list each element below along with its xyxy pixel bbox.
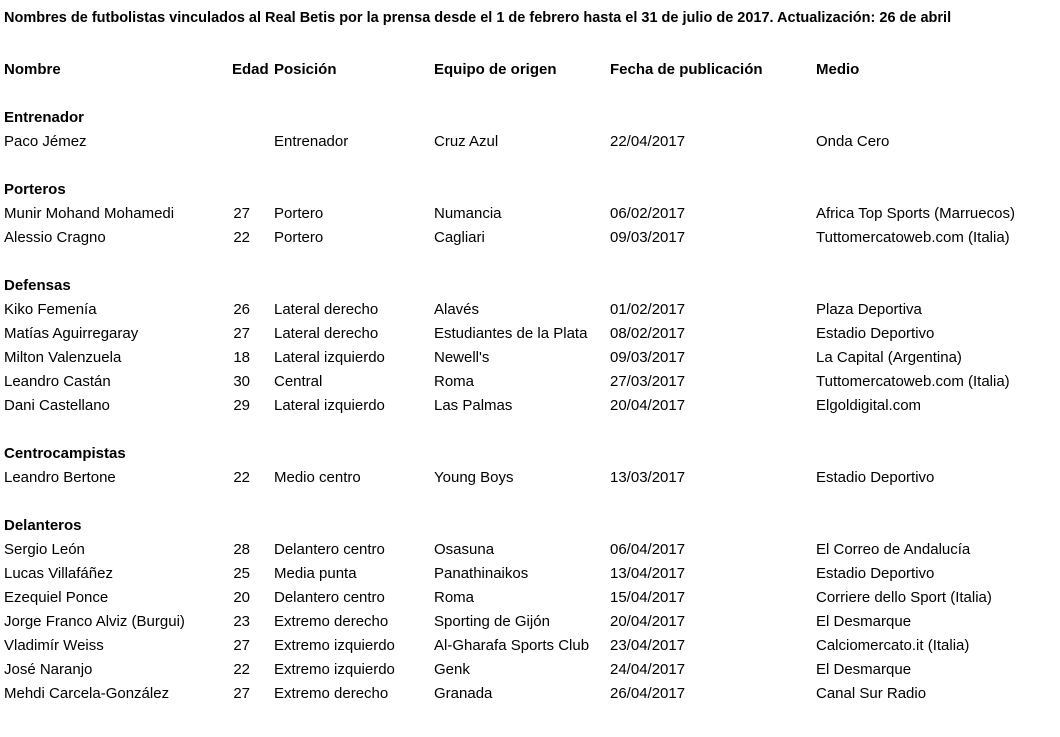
cell-nombre: Jorge Franco Alviz (Burgui) — [4, 613, 185, 630]
cell-medio: Plaza Deportiva — [816, 301, 922, 318]
cell-posicion: Delantero centro — [274, 541, 385, 558]
cell-nombre: Vladimír Weiss — [4, 637, 104, 654]
header-edad: Edad — [232, 61, 269, 78]
cell-nombre: Paco Jémez — [4, 133, 87, 150]
table-row — [0, 610, 1060, 634]
section-header — [0, 274, 1060, 298]
cell-equipo: Newell's — [434, 349, 490, 366]
cell-edad: 27 — [233, 637, 250, 654]
cell-fecha: 15/04/2017 — [610, 589, 686, 606]
cell-posicion: Lateral izquierdo — [274, 349, 385, 366]
section-title: Delanteros — [4, 517, 82, 534]
section-title: Entrenador — [4, 109, 85, 126]
cell-edad: 22 — [233, 229, 250, 246]
cell-edad: 27 — [233, 685, 250, 702]
cell-fecha: 23/04/2017 — [610, 637, 686, 654]
cell-nombre: Dani Castellano — [4, 397, 110, 414]
cell-fecha: 06/04/2017 — [610, 541, 686, 558]
cell-edad: 30 — [233, 373, 250, 390]
cell-posicion: Lateral derecho — [274, 325, 379, 342]
cell-posicion: Lateral izquierdo — [274, 397, 385, 414]
cell-equipo: Las Palmas — [434, 397, 513, 414]
table-row — [0, 466, 1060, 490]
cell-fecha: 24/04/2017 — [610, 661, 686, 678]
cell-nombre: Sergio León — [4, 541, 85, 558]
table-row — [0, 370, 1060, 394]
cell-nombre: Milton Valenzuela — [4, 349, 122, 366]
table-row — [0, 586, 1060, 610]
table-row — [0, 658, 1060, 682]
cell-fecha: 20/04/2017 — [610, 397, 686, 414]
section-header — [0, 442, 1060, 466]
cell-edad: 27 — [233, 205, 250, 222]
cell-edad: 25 — [233, 565, 250, 582]
cell-fecha: 27/03/2017 — [610, 373, 686, 390]
cell-posicion: Extremo derecho — [274, 685, 389, 702]
cell-nombre: Mehdi Carcela-González — [4, 685, 170, 702]
cell-medio: Corriere dello Sport (Italia) — [816, 589, 992, 606]
table-row — [0, 346, 1060, 370]
cell-nombre: Alessio Cragno — [4, 229, 106, 246]
cell-equipo: Cagliari — [434, 229, 485, 246]
cell-medio: Estadio Deportivo — [816, 469, 935, 486]
cell-edad: 20 — [233, 589, 250, 606]
cell-medio: El Desmarque — [816, 661, 912, 678]
cell-fecha: 13/04/2017 — [610, 565, 686, 582]
table-row — [0, 538, 1060, 562]
cell-posicion: Entrenador — [274, 133, 349, 150]
section-title: Centrocampistas — [4, 445, 126, 462]
cell-edad: 29 — [233, 397, 250, 414]
cell-medio: Calciomercato.it (Italia) — [816, 637, 970, 654]
cell-medio: Tuttomercatoweb.com (Italia) — [816, 229, 1010, 246]
cell-equipo: Estudiantes de la Plata — [434, 325, 588, 342]
section-header — [0, 514, 1060, 538]
cell-posicion: Portero — [274, 205, 324, 222]
section-header — [0, 106, 1060, 130]
cell-equipo: Young Boys — [434, 469, 514, 486]
section-title: Defensas — [4, 277, 71, 294]
cell-posicion: Lateral derecho — [274, 301, 379, 318]
cell-edad: 23 — [233, 613, 250, 630]
cell-equipo: Osasuna — [434, 541, 495, 558]
cell-edad: 22 — [233, 661, 250, 678]
header-nombre: Nombre — [4, 61, 61, 78]
cell-fecha: 26/04/2017 — [610, 685, 686, 702]
table-row — [0, 682, 1060, 706]
cell-fecha: 01/02/2017 — [610, 301, 686, 318]
cell-edad: 27 — [233, 325, 250, 342]
header-medio: Medio — [816, 61, 860, 78]
cell-fecha: 20/04/2017 — [610, 613, 686, 630]
header-fecha: Fecha de publicación — [610, 61, 763, 78]
section-title: Porteros — [4, 181, 66, 198]
cell-posicion: Portero — [274, 229, 324, 246]
cell-fecha: 09/03/2017 — [610, 229, 686, 246]
cell-fecha: 09/03/2017 — [610, 349, 686, 366]
cell-medio: Elgoldigital.com — [816, 397, 922, 414]
cell-posicion: Delantero centro — [274, 589, 385, 606]
cell-medio: Estadio Deportivo — [816, 325, 935, 342]
cell-equipo: Sporting de Gijón — [434, 613, 550, 630]
cell-posicion: Central — [274, 373, 323, 390]
cell-medio: El Desmarque — [816, 613, 912, 630]
cell-medio: El Correo de Andalucía — [816, 541, 971, 558]
cell-posicion: Extremo izquierdo — [274, 637, 395, 654]
cell-fecha: 22/04/2017 — [610, 133, 686, 150]
cell-nombre: Lucas Villafáñez — [4, 565, 113, 582]
cell-nombre: Matías Aguirregaray — [4, 325, 139, 342]
cell-equipo: Cruz Azul — [434, 133, 499, 150]
cell-equipo: Roma — [434, 589, 475, 606]
cell-edad: 22 — [233, 469, 250, 486]
cell-posicion: Extremo izquierdo — [274, 661, 395, 678]
table-header — [0, 58, 1060, 82]
header-posicion: Posición — [274, 61, 337, 78]
cell-posicion: Media punta — [274, 565, 357, 582]
cell-nombre: Kiko Femenía — [4, 301, 97, 318]
table-row — [0, 202, 1060, 226]
cell-medio: Africa Top Sports (Marruecos) — [816, 205, 1015, 222]
cell-equipo: Granada — [434, 685, 493, 702]
table-row — [0, 322, 1060, 346]
page-title: Nombres de futbolistas vinculados al Real Betis por la prensa desde el 1 de febrero hasta el 31 de julio de 2017. Actualización: 26 de abril — [4, 10, 952, 26]
cell-equipo: Numancia — [434, 205, 502, 222]
cell-equipo: Al-Gharafa Sports Club — [434, 637, 590, 654]
cell-equipo: Genk — [434, 661, 470, 678]
cell-posicion: Extremo derecho — [274, 613, 389, 630]
table-row — [0, 562, 1060, 586]
cell-nombre: Leandro Castán — [4, 373, 111, 390]
table-row — [0, 130, 1060, 154]
table-row — [0, 226, 1060, 250]
cell-fecha: 13/03/2017 — [610, 469, 686, 486]
cell-equipo: Roma — [434, 373, 475, 390]
cell-medio: Estadio Deportivo — [816, 565, 935, 582]
cell-nombre: José Naranjo — [4, 661, 93, 678]
section-header — [0, 178, 1060, 202]
cell-nombre: Leandro Bertone — [4, 469, 116, 486]
cell-medio: La Capital (Argentina) — [816, 349, 962, 366]
cell-nombre: Ezequiel Ponce — [4, 589, 109, 606]
table-row — [0, 298, 1060, 322]
cell-medio: Onda Cero — [816, 133, 890, 150]
cell-fecha: 06/02/2017 — [610, 205, 686, 222]
cell-nombre: Munir Mohand Mohamedi — [4, 205, 175, 222]
table-row — [0, 634, 1060, 658]
header-equipo: Equipo de origen — [434, 61, 557, 78]
cell-edad: 28 — [233, 541, 250, 558]
cell-equipo: Panathinaikos — [434, 565, 529, 582]
cell-edad: 26 — [233, 301, 250, 318]
cell-medio: Tuttomercatoweb.com (Italia) — [816, 373, 1010, 390]
cell-posicion: Medio centro — [274, 469, 361, 486]
cell-medio: Canal Sur Radio — [816, 685, 927, 702]
cell-edad: 18 — [233, 349, 250, 366]
cell-fecha: 08/02/2017 — [610, 325, 686, 342]
cell-equipo: Alavés — [434, 301, 480, 318]
table-row — [0, 394, 1060, 418]
